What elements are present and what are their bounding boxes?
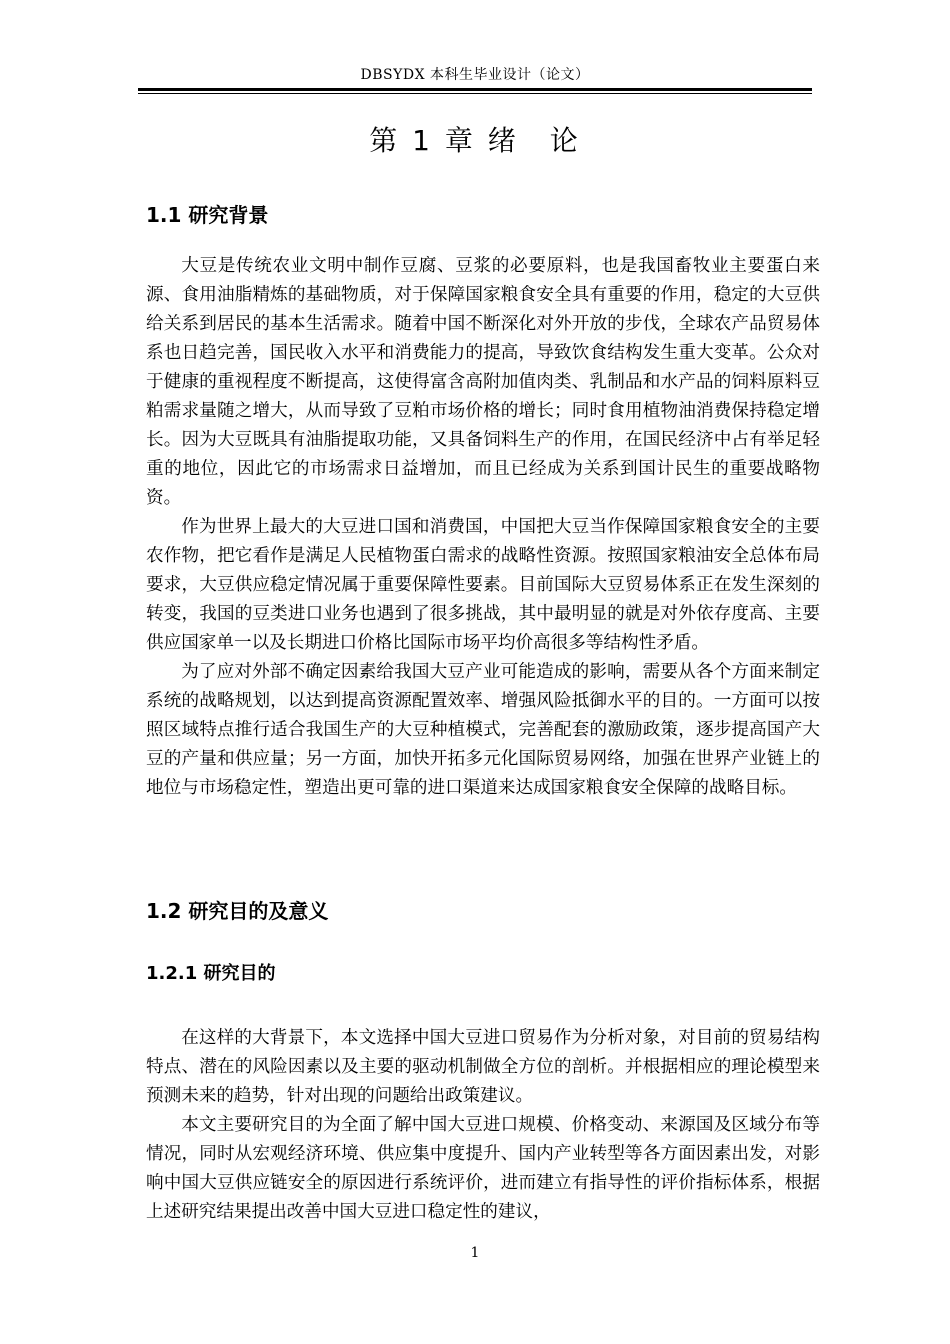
paragraph: 在这样的大背景下，本文选择中国大豆进口贸易作为分析对象，对目前的贸易结构特点、潜在的风险因素以及主要的驱动机制做全方位的剖析。并根据相应的理论模型来预测未来的趋势，针对出现的问题给出政策建议。 [146,1028,820,1106]
paragraph: 作为世界上最大的大豆进口国和消费国，中国把大豆当作保障国家粮食安全的主要农作物，把它看作是满足人民植物蛋白需求的战略性资源。按照国家粮油安全总体布局要求，大豆供应稳定情况属于重要保障性要素。目前国际大豆贸易体系正在发生深刻的转变，我国的豆类进口业务也遇到了很多挑战，其中最明显的就是对外依存度高、主要供应国家单一以及长期进口价格比国际市场平均价高很多等结构性矛盾。 [146,517,820,653]
section-1-1-body [146,252,820,803]
paragraph: 本文主要研究目的为全面了解中国大豆进口规模、价格变动、来源国及区域分布等情况，同时从宏观经济环境、供应集中度提升、国内产业转型等各方面因素出发，对影响中国大豆供应链安全的原因进行系统评价，进而建立有指导性的评价指标体系，根据上述研究结果提出改善中国大豆进口稳定性的建议， [146,1115,820,1222]
paragraph: 为了应对外部不确定因素给我国大豆产业可能造成的影响，需要从各个方面来制定系统的战略规划，以达到提高资源配置效率、增强风险抵御水平的目的。一方面可以按照区域特点推行适合我国生产的大豆种植模式，完善配套的激励政策，逐步提高国产大豆的产量和供应量；另一方面，加快开拓多元化国际贸易网络，加强在世界产业链上的地位与市场稳定性，塑造出更可靠的进口渠道来达成国家粮食安全保障的战略目标。 [146,662,820,798]
subsection-1-2-1-body [146,1024,820,1227]
paragraph: 大豆是传统农业文明中制作豆腐、豆浆的必要原料，也是我国畜牧业主要蛋白来源、食用油脂精炼的基础物质，对于保障国家粮食安全具有重要的作用，稳定的大豆供给关系到居民的基本生活需求。随着中国不断深化对外开放的步伐，全球农产品贸易体系也日趋完善，国民收入水平和消费能力的提高，导致饮食结构发生重大变革。公众对于健康的重视程度不断提高，这使得富含高附加值肉类、乳制品和水产品的饲料原料豆粕需求量随之增大，从而导致了豆粕市场价格的增长；同时食用植物油消费保持稳定增长。因为大豆既具有油脂提取功能，又具备饲料生产的作用，在国民经济中占有举足轻重的地位，因此它的市场需求日益增加，而且已经成为关系到国计民生的重要战略物资。 [146,256,820,508]
page-number: 1 [470,1245,480,1261]
section-heading-1-1: 1.1 研究背景 [146,203,269,227]
section-heading-1-2: 1.2 研究目的及意义 [146,899,329,923]
chapter-title: 第 1 章 绪 论 [369,124,581,157]
subsection-heading-1-2-1: 1.2.1 研究目的 [146,963,276,984]
header-rule-thin [138,93,812,94]
header-rule-thick [138,88,812,91]
running-header: DBSYDX 本科生毕业设计（论文） [360,67,590,83]
